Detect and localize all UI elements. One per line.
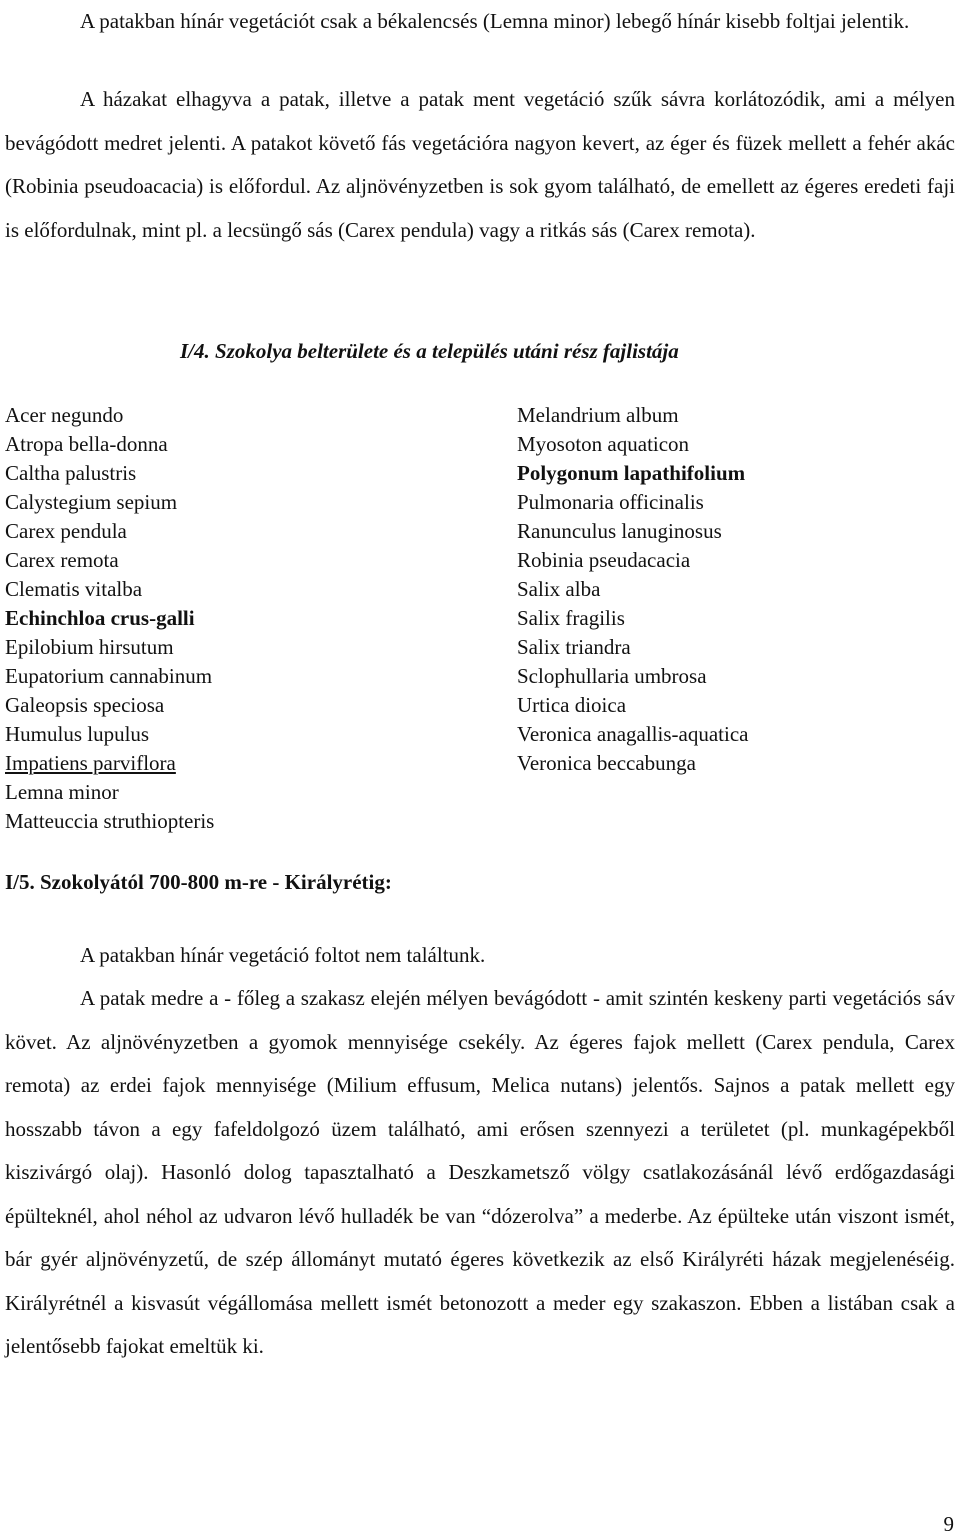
species-item: Clematis vitalba [5, 577, 143, 601]
species-item: Acer negundo [5, 403, 124, 427]
species-item: Pulmonaria officinalis [517, 490, 704, 514]
species-item: Lemna minor [5, 780, 119, 804]
species-item: Carex pendula [5, 519, 127, 543]
species-item: Salix triandra [517, 635, 631, 659]
species-item: Urtica dioica [517, 693, 627, 717]
species-item: Matteuccia struthiopteris [5, 809, 215, 833]
species-item: Ranunculus lanuginosus [517, 519, 722, 543]
species-item: Impatiens parviflora [5, 751, 176, 775]
species-item: Myosoton aquaticon [517, 432, 690, 456]
page-number: 9 [943, 1512, 954, 1536]
species-item: Robinia pseudacacia [517, 548, 691, 572]
section-5-heading: I/5. Szokolyától 700-800 m-re - Királyrétig: [5, 870, 392, 894]
species-item: Sclophullaria umbrosa [517, 664, 707, 688]
species-item: Polygonum lapathifolium [517, 461, 746, 485]
species-item: Atropa bella-donna [5, 432, 168, 456]
species-list-left [5, 401, 214, 836]
intro-paragraph-1: A patakban hínár vegetációt csak a békalencsés (Lemna minor) lebegő hínár kisebb foltjai jelentik. [80, 9, 910, 33]
section-5-paragraph-2: A patak medre a - főleg a szakasz elején mélyen bevágódott - amit szintén keskeny parti vegetációs sáv követ. Az aljnövényzetben a gyomok mennyisége csekély. Az égeres fajok mellett (Carex pendula, Carex remota) az erdei fajok mennyisége (Milium effusum, Melica nutans) jelentős. Sajnos a patak mellett egy hosszabb távon a egy fafeldolgozó üzem található, ami erősen szennyezi a területet (pl. munkagépekből kiszivárgó olaj). Hasonló dolog tapasztalható a Deszkametsző völgy csatlakozásánál lévő erdőgazdasági épülteknél, ahol néhol az udvaron lévő hulladék be van “dózerolva” a mederbe. Az épülteke után viszont ismét, bár gyér aljnövényzetű, de szép állományt mutató égeres következik az első Királyréti házak megjelenéséig. Királyrétnél a kisvasút végállomása mellett ismét betonozott a meder egy szakaszon. Ebben a listában csak a jelentősebb fajokat emeltük ki. [5, 986, 955, 1358]
species-item: Veronica anagallis-aquatica [517, 722, 749, 746]
species-item: Caltha palustris [5, 461, 137, 485]
species-item: Echinchloa crus-galli [5, 606, 195, 630]
species-item: Carex remota [5, 548, 119, 572]
species-item: Galeopsis speciosa [5, 693, 165, 717]
species-item: Veronica beccabunga [517, 751, 696, 775]
species-item: Calystegium sepium [5, 490, 178, 514]
species-item: Humulus lupulus [5, 722, 150, 746]
species-item: Salix fragilis [517, 606, 625, 630]
intro-paragraph-2: A házakat elhagyva a patak, illetve a patak ment vegetáció szűk sávra korlátozódik, ami a mélyen bevágódott medret jelenti. A patakot követő fás vegetációra nagyon kevert, az éger és füzek mellett a fehér akác (Robinia pseudoacacia) is előfordul. Az aljnövényzetben is sok gyom található, de emellett az égeres eredeti faji is előfordulnak, mint pl. a lecsüngő sás (Carex pendula) vagy a ritkás sás (Carex remota). [5, 87, 955, 242]
section-5-paragraph-1: A patakban hínár vegetáció foltot nem találtunk. [80, 943, 486, 967]
species-item: Melandrium album [517, 403, 679, 427]
species-list-heading: I/4. Szokolya belterülete és a település utáni rész fajlistája [180, 339, 679, 363]
species-item: Eupatorium cannabinum [5, 664, 213, 688]
species-list-right [517, 401, 748, 778]
species-item: Salix alba [517, 577, 601, 601]
species-item: Epilobium hirsutum [5, 635, 174, 659]
